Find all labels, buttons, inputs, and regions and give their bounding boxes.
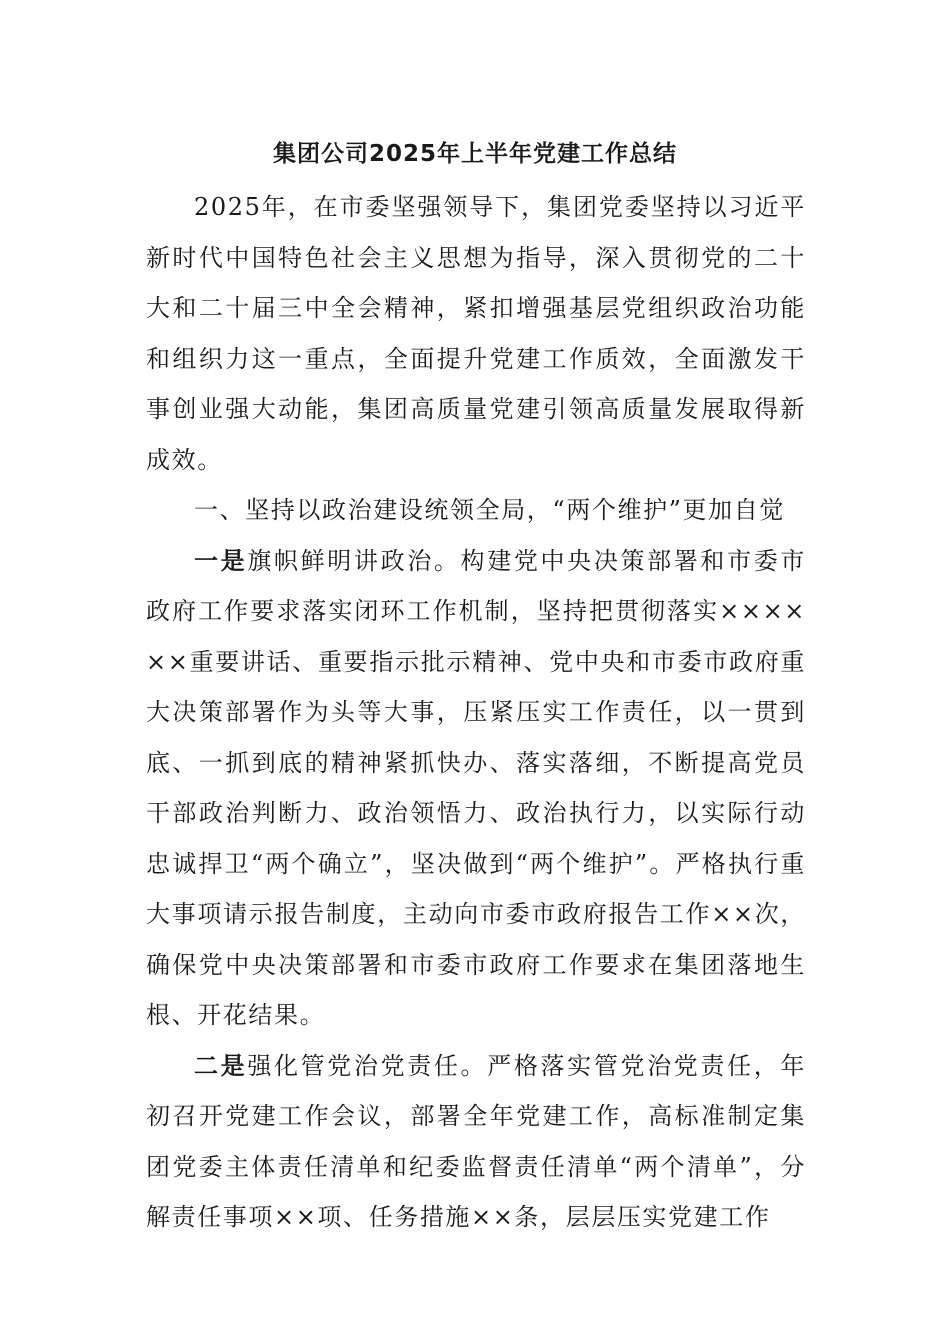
item-paragraph-2 — [146, 1041, 806, 1243]
item-lead-2: 二是 — [194, 1051, 248, 1080]
section-heading: 一、坚持以政治建设统领全局，“两个维护”更加自觉 — [194, 496, 785, 524]
document-body — [146, 150, 806, 1243]
intro-paragraph: 2025年，在市委坚强领导下，集团党委坚持以习近平新时代中国特色社会主义思想为指导，深入贯彻党的二十大和二十届三中全会精神，紧扣增强基层党组织政治功能和组织力这一重点，全面提升党建工作质效，全面激发干事创业强大动能，集团高质量党建引领高质量发展取得新成效。 — [146, 193, 806, 474]
document-title: 集团公司2025年上半年党建工作总结 — [272, 141, 677, 167]
item-text-2: 强化管党治党责任。严格落实管党治党责任，年初召开党建工作会议，部署全年党建工作，高标准制定集团党委主体责任清单和纪委监督责任清单“两个清单”，分解责任事项××项、任务措施××条，层层压实党建工作 — [146, 1051, 806, 1231]
item-text-1: 旗帜鲜明讲政治。构建党中央决策部署和市委市政府工作要求落实闭环工作机制，坚持把贯彻落实××××××重要讲话、重要指示批示精神、党中央和市委市政府重大决策部署作为头等大事，压紧压实工作责任，以一贯到底、一抓到底的精神紧抓快办、落实落细，不断提高党员干部政治判断力、政治领悟力、政治执行力，以实际行动忠诚捍卫“两个确立”，坚决做到“两个维护”。严格执行重大事项请示报告制度，主动向市委市政府报告工作××次，确保党中央决策部署和市委市政府工作要求在集团落地生根、开花结果。 — [146, 546, 806, 1029]
item-paragraph-1 — [146, 536, 806, 1041]
item-lead-1: 一是 — [194, 546, 248, 575]
